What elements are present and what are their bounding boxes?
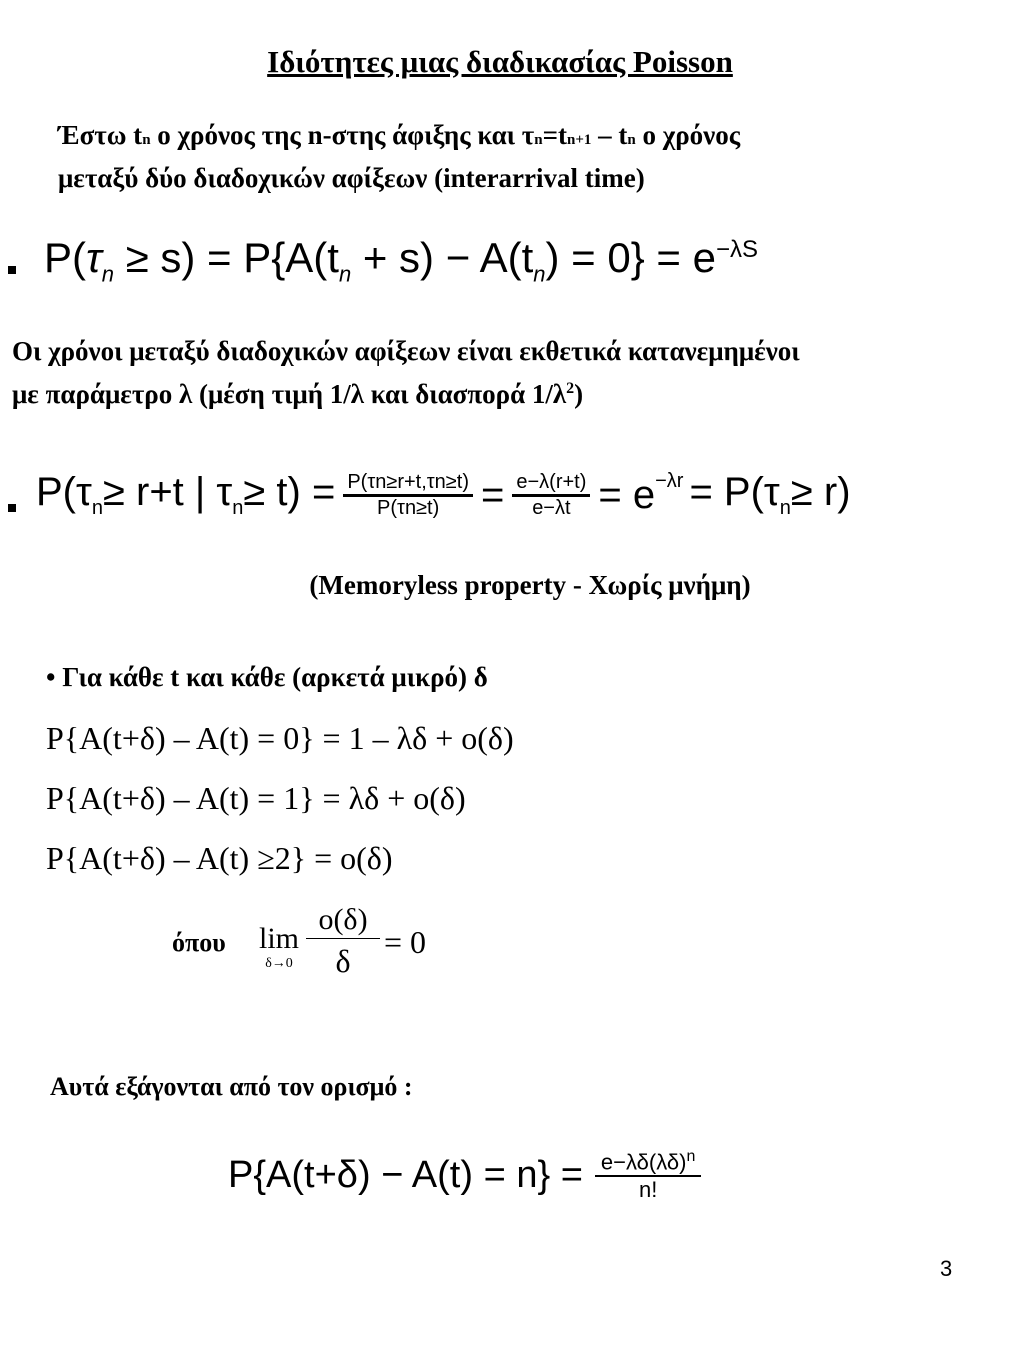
intro-line-2: μεταξύ δύο διαδοχικών αφίξεων (interarrival time) xyxy=(58,163,645,193)
formula-text: ≥ r) xyxy=(790,470,851,514)
superscript: 2 xyxy=(566,380,575,397)
para-text: ) xyxy=(574,379,584,409)
intro-text: ο χρόνος της n-στης άφιξης και τ xyxy=(150,120,535,150)
formula-text: P{A(t+δ) − A(t) = n} = xyxy=(228,1154,583,1197)
formula-text: = P(τ xyxy=(689,470,780,514)
subscript: n xyxy=(232,497,244,519)
fraction xyxy=(343,471,473,520)
intro-paragraph xyxy=(58,116,740,197)
bullet-square xyxy=(8,504,16,512)
para-text: με παράμετρο λ (μέση τιμή 1/λ και διασπορά 1/λ xyxy=(12,379,567,409)
memoryless-caption: (Memoryless property - Χωρίς μνήμη) xyxy=(309,570,751,600)
lim-text: lim xyxy=(258,922,299,955)
fraction-numerator: P(τn≥r+t,τn≥t) xyxy=(343,471,473,497)
limit-rhs: = 0 xyxy=(384,924,427,960)
subscript: n xyxy=(533,261,546,287)
intro-text: Έστω t xyxy=(58,120,143,150)
fraction-denominator: P(τn≥t) xyxy=(377,496,440,519)
fraction-numerator: o(δ) xyxy=(306,902,380,939)
superscript: −λS xyxy=(715,236,759,263)
intro-text: ο χρόνος xyxy=(635,120,741,150)
formula-text: = e xyxy=(598,472,656,517)
formula-text: ≥ r+t | τ xyxy=(102,470,233,514)
formula-text xyxy=(36,470,335,520)
subscript: n xyxy=(534,132,543,148)
formula-text: τ xyxy=(86,234,102,281)
subscript: n xyxy=(338,261,352,287)
page-number: 3 xyxy=(940,1256,953,1281)
formula-text: = xyxy=(481,472,505,517)
formula-text: ≥ s) = P{A(t xyxy=(125,234,339,281)
formula-memoryless xyxy=(36,470,851,520)
exponential-paragraph xyxy=(12,332,800,413)
where-label: όπου xyxy=(172,928,226,957)
bullet-square xyxy=(8,266,16,274)
limit-operator xyxy=(254,922,304,972)
subscript: n xyxy=(142,132,151,148)
formula-text: e−λδ(λδ) xyxy=(600,1149,687,1175)
intro-text: – t xyxy=(591,120,628,150)
formula-text: P xyxy=(44,234,73,281)
equation-one-arrival: P{A(t+δ) – A(t) = 1} = λδ + o(δ) xyxy=(46,780,466,816)
fraction-denominator: e−λt xyxy=(532,496,571,519)
subscript: n xyxy=(91,497,103,519)
page-title: Ιδιότητες μιας διαδικασίας Poisson xyxy=(267,44,733,79)
fraction xyxy=(595,1148,701,1203)
equation-zero-arrivals: P{A(t+δ) – A(t) = 0} = 1 – λδ + o(δ) xyxy=(46,720,514,756)
limit-fraction xyxy=(306,902,380,983)
intro-line-1 xyxy=(58,116,740,159)
for-all-statement: • Για κάθε t και κάθε (αρκετά μικρό) δ xyxy=(46,662,488,692)
lim-subscript: δ→0 xyxy=(265,956,293,971)
subscript: n xyxy=(779,497,791,519)
fraction-numerator: e−λ(r+t) xyxy=(512,471,590,497)
formula-text xyxy=(689,470,850,520)
derived-statement: Αυτά εξάγονται από τον ορισμό : xyxy=(50,1072,413,1101)
fraction-denominator: δ xyxy=(335,943,351,979)
para-line-2 xyxy=(12,370,800,413)
superscript: −λr xyxy=(655,470,684,492)
subscript: n xyxy=(101,261,114,287)
fraction-numerator xyxy=(595,1148,701,1177)
formula-interarrival: $P(\tau_n \ge s) = P\{A(t_n + s) - A(t_n) = 0\} = e^{-\lambda S}$ xyxy=(44,234,759,287)
para-line-1: Οι χρόνοι μεταξύ διαδοχικών αφίξεων είναι εκθετικά κατανεμημένοι xyxy=(12,336,800,366)
superscript: n xyxy=(686,1148,696,1165)
equation-two-plus-arrivals: P{A(t+δ) – A(t) ≥2} = o(δ) xyxy=(46,840,393,876)
formula-poisson-pmf xyxy=(228,1148,701,1203)
fraction-denominator: n! xyxy=(638,1177,658,1203)
subscript: n xyxy=(627,132,636,148)
intro-text: =t xyxy=(542,120,567,150)
formula-text: P(τ xyxy=(36,470,92,514)
formula-text: ≥ t) = xyxy=(243,470,336,514)
formula-text: ) = 0} = e xyxy=(545,234,716,281)
subscript: n+1 xyxy=(566,132,592,148)
fraction xyxy=(512,471,590,520)
formula-text: + s) − A(t xyxy=(351,234,534,281)
